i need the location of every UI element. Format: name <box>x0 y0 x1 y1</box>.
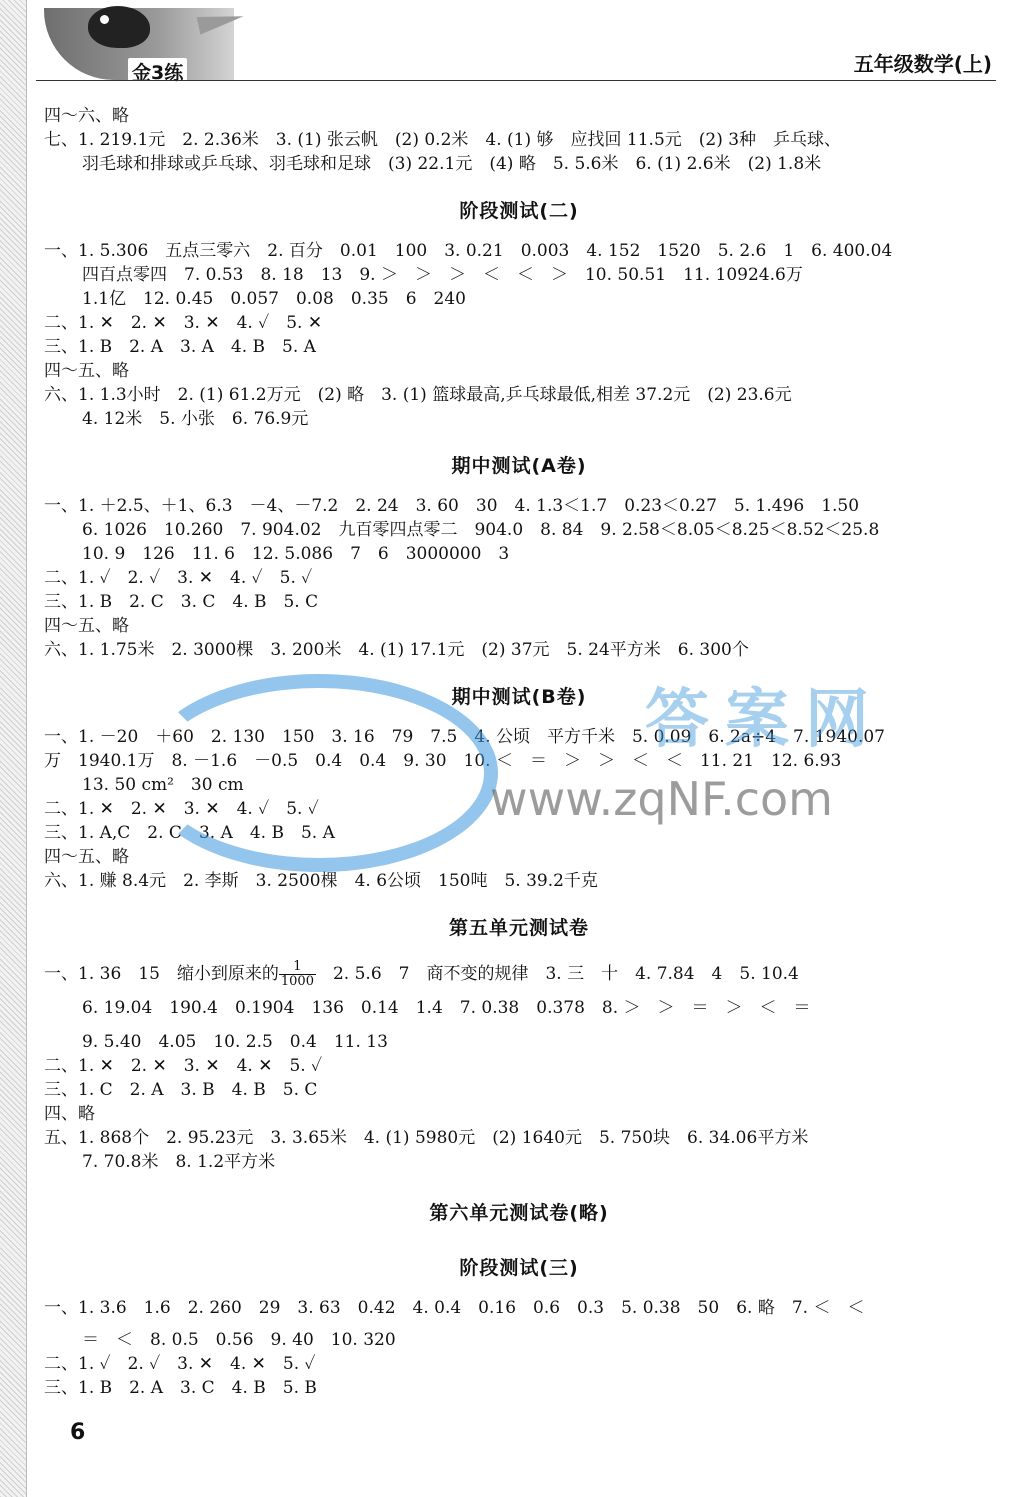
bird-icon <box>88 6 150 48</box>
section-title: 第五单元测试卷 <box>448 917 589 939</box>
answer-line: 二、1. ✕ 2. ✕ 3. ✕ 4. ✕ 5. ✓ <box>44 1056 323 1076</box>
fraction-denominator: 1000 <box>280 974 314 989</box>
answer-line: 五、1. 868个 2. 95.23元 3. 3.65米 4. (1) 5980元 (2) 1640元 5. 750块 6. 34.06平方米 <box>44 1128 809 1148</box>
section-unit-6 <box>44 1198 994 1225</box>
answer-line: ＝ ＜ 8. 0.5 0.56 9. 40 10. 320 <box>82 1330 396 1350</box>
section-stage-test-3 <box>44 1253 994 1400</box>
answer-line: 四、略 <box>44 1104 95 1124</box>
header-divider <box>36 80 996 81</box>
answer-line: 6. 19.04 190.4 0.1904 136 0.14 1.4 7. 0.38 0.378 8. ＞ ＞ ＝ ＞ ＜ ＝ <box>82 998 811 1018</box>
section-title: 阶段测试(二) <box>459 200 579 222</box>
answer-line: 7. 70.8米 8. 1.2平方米 <box>82 1152 276 1172</box>
section-midterm-a <box>44 451 994 662</box>
brand-name: 金3练 <box>128 58 187 85</box>
answer-line: 二、1. ✕ 2. ✕ 3. ✕ 4. ✓ 5. ✓ <box>44 799 319 819</box>
answer-line: 二、1. ✓ 2. ✓ 3. ✕ 4. ✓ 5. ✓ <box>44 568 313 588</box>
fraction <box>279 960 316 989</box>
answer-line: 四～五、略 <box>44 361 129 381</box>
answer-line: 万 1940.1万 8. －1.6 －0.5 0.4 0.4 9. 30 10. ＜ ＝ ＞ ＞ ＜ ＜ 11. 21 12. 6.93 <box>44 751 842 771</box>
section-title: 第六单元测试卷(略) <box>429 1202 609 1224</box>
answer-line: 三、1. A,C 2. C 3. A 4. B 5. A <box>44 823 335 843</box>
answer-line: 羽毛球和排球或乒乓球、羽毛球和足球 (3) 22.1元 (4) 略 5. 5.6米 6. (1) 2.6米 (2) 1.8米 <box>82 154 822 174</box>
continued-answers <box>44 104 994 176</box>
answer-content <box>44 104 994 1400</box>
answer-line: 六、1. 1.75米 2. 3000棵 3. 200米 4. (1) 17.1元 (2) 37元 5. 24平方米 6. 300个 <box>44 640 749 660</box>
watermark-url: www.zqNF.com <box>490 772 833 826</box>
answer-line: 13. 50 cm² 30 cm <box>82 775 244 795</box>
answer-line: 一、1. 5.306 五点三零六 2. 百分 0.01 100 3. 0.21 0.003 4. 152 1520 5. 2.6 1 6. 400.04 <box>44 241 893 261</box>
answer-line: 三、1. B 2. C 3. C 4. B 5. C <box>44 592 319 612</box>
answer-line: 一、1. －20 ＋60 2. 130 150 3. 16 79 7.5 4. 公顷 平方千米 5. 0.09 6. 2a÷4 7. 1940.07 <box>44 727 885 747</box>
answer-line-with-fraction <box>44 956 994 992</box>
answer-line: 一、1. ＋2.5、＋1、6.3 －4、－7.2 2. 24 3. 60 30 4. 1.3＜1.7 0.23＜0.27 5. 1.496 1.50 <box>44 496 860 516</box>
answer-line: 三、1. C 2. A 3. B 4. B 5. C <box>44 1080 318 1100</box>
answer-text: 一、1. 36 15 缩小到原来的 <box>44 964 279 984</box>
answer-line: 1.1亿 12. 0.45 0.057 0.08 0.35 6 240 <box>82 289 466 309</box>
watermark-logo-text: 答案网 <box>645 683 885 757</box>
binding-edge <box>0 0 27 1497</box>
page-header <box>36 0 996 85</box>
page-number: 6 <box>70 1420 86 1445</box>
grade-subject: 五年级数学(上) <box>853 52 992 76</box>
section-title: 期中测试(B卷) <box>451 686 587 708</box>
answer-line: 四百点零四 7. 0.53 8. 18 13 9. ＞ ＞ ＞ ＜ ＜ ＞ 10. 50.51 11. 10924.6万 <box>82 265 803 285</box>
section-midterm-b <box>44 682 994 893</box>
answer-line: 六、1. 1.3小时 2. (1) 61.2万元 (2) 略 3. (1) 篮球最高,乒乓球最低,相差 37.2元 (2) 23.6元 <box>44 385 792 405</box>
answer-line: 二、1. ✕ 2. ✕ 3. ✕ 4. ✓ 5. ✕ <box>44 313 323 333</box>
answer-line: 9. 5.40 4.05 10. 2.5 0.4 11. 13 <box>82 1032 388 1052</box>
answer-line: 一、1. 3.6 1.6 2. 260 29 3. 63 0.42 4. 0.4 0.16 0.6 0.3 5. 0.38 50 6. 略 7. ＜ ＜ <box>44 1298 865 1318</box>
answer-line: 三、1. B 2. A 3. A 4. B 5. A <box>44 337 316 357</box>
answer-line: 四～六、略 <box>44 106 129 126</box>
answer-line: 六、1. 赚 8.4元 2. 李斯 3. 2500棵 4. 6公顷 150吨 5. 39.2千克 <box>44 871 598 891</box>
section-unit-5 <box>44 913 994 1174</box>
answer-line: 四～五、略 <box>44 847 129 867</box>
answer-line: 三、1. B 2. A 3. C 4. B 5. B <box>44 1378 317 1398</box>
answer-text: 2. 5.6 7 商不变的规律 3. 三 十 4. 7.84 4 5. 10.4 <box>315 964 799 984</box>
section-title: 期中测试(A卷) <box>451 455 587 477</box>
answer-line: 四～五、略 <box>44 616 129 636</box>
section-title: 阶段测试(三) <box>459 1257 579 1279</box>
fraction-numerator: 1 <box>279 960 316 975</box>
answer-line: 七、1. 219.1元 2. 2.36米 3. (1) 张云帆 (2) 0.2米 4. (1) 够 应找回 11.5元 (2) 3种 乒乓球、 <box>44 130 842 150</box>
section-stage-test-2 <box>44 196 994 431</box>
answer-line: 4. 12米 5. 小张 6. 76.9元 <box>82 409 309 429</box>
answer-line: 6. 1026 10.260 7. 904.02 九百零四点零二 904.0 8. 84 9. 2.58＜8.05＜8.25＜8.52＜25.8 <box>82 520 880 540</box>
answer-line: 10. 9 126 11. 6 12. 5.086 7 6 3000000 3 <box>82 544 510 564</box>
answer-line: 二、1. ✓ 2. ✓ 3. ✕ 4. ✕ 5. ✓ <box>44 1354 316 1374</box>
